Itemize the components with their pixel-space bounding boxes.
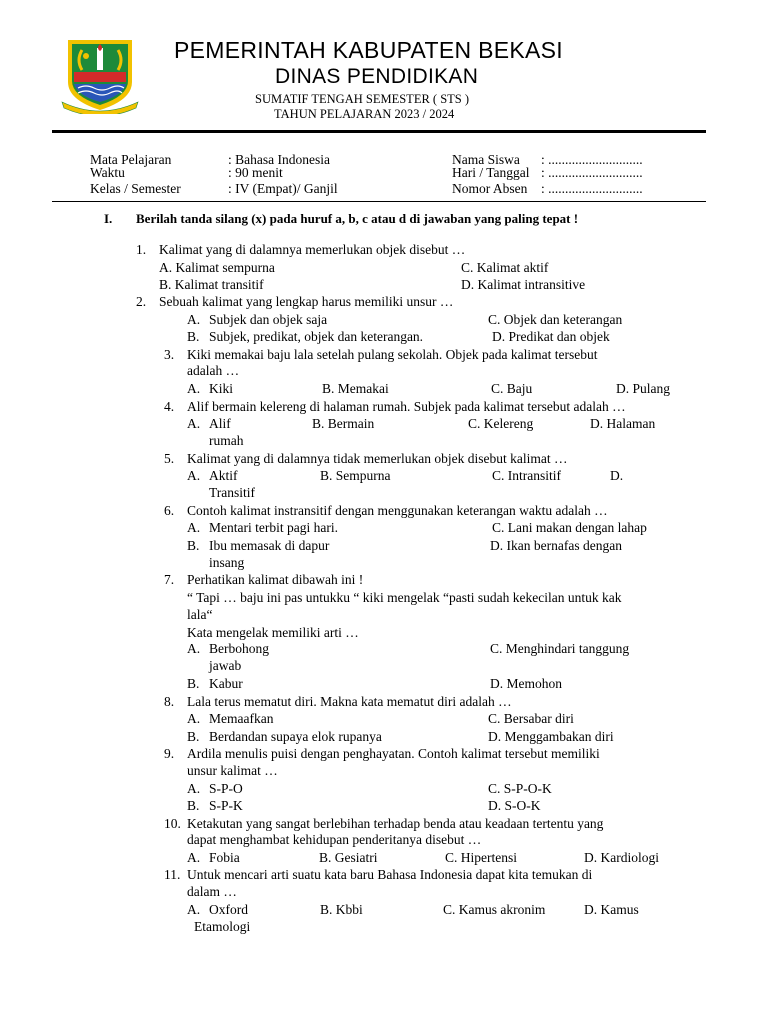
question-5-letter-a: A. [187, 468, 201, 483]
question-6-text: Contoh kalimat instransitif dengan menggunakan keterangan waktu adalah … [187, 503, 608, 518]
question-4-option-c: C. Kelereng [468, 416, 534, 431]
question-3-number: 3. [164, 347, 175, 362]
question-8-text: Lala terus mematut diri. Makna kata mematut diri adalah … [187, 694, 512, 709]
question-4-letter-a: A. [187, 416, 201, 431]
question-3-text-line1: Kiki memakai baju lala setelah pulang sekolah. Objek pada kalimat tersebut [187, 347, 598, 362]
question-7-text-line3: lala“ [187, 607, 213, 622]
question-9-letter-b: B. [187, 798, 200, 813]
question-3-option-c: C. Baju [491, 381, 533, 396]
section-instruction: Berilah tanda silang (x) pada huruf a, b, c atau d di jawaban yang paling tepat ! [136, 211, 579, 226]
question-2-letter-a: A. [187, 312, 201, 327]
question-9-option-a: S-P-O [209, 781, 243, 796]
question-10-option-d: D. Kardiologi [584, 850, 659, 865]
question-10-number: 10. [164, 816, 181, 831]
question-6-option-c: C. Lani makan dengan lahap [492, 520, 647, 535]
header-exam-name: SUMATIF TENGAH SEMESTER ( STS ) [255, 92, 470, 106]
question-1-option-a: A. Kalimat sempurna [159, 260, 275, 275]
question-8-option-b: Berdandan supaya elok rupanya [209, 729, 382, 744]
question-9-letter-a: A. [187, 781, 201, 796]
question-6-option-a: Mentari terbit pagi hari. [209, 520, 338, 535]
question-9-text-line2: unsur kalimat … [187, 763, 278, 778]
question-1-text: Kalimat yang di dalamnya memerlukan objek disebut … [159, 242, 466, 257]
question-7-letter-a: A. [187, 641, 201, 656]
question-4-option-b: B. Bermain [312, 416, 375, 431]
question-10-option-a: Fobia [209, 850, 240, 865]
info-value-time: : 90 menit [228, 165, 283, 180]
question-5-option-d-line1: D. [610, 468, 624, 483]
question-4-number: 4. [164, 399, 175, 414]
question-8-letter-b: B. [187, 729, 200, 744]
question-6-letter-b: B. [187, 538, 200, 553]
question-10-option-b: B. Gesiatri [319, 850, 378, 865]
question-10-text-line2: dapat menghambat kehidupan penderitanya disebut … [187, 832, 482, 847]
question-8-option-c: C. Bersabar diri [488, 711, 574, 726]
question-4-option-a: Alif [209, 416, 231, 431]
header-academic-year: TAHUN PELAJARAN 2023 / 2024 [274, 107, 455, 121]
question-7-letter-b: B. [187, 676, 200, 691]
question-5-number: 5. [164, 451, 175, 466]
question-1-option-b: B. Kalimat transitif [159, 277, 264, 292]
question-3-option-d: D. Pulang [616, 381, 670, 396]
question-1-option-d: D. Kalimat intransitive [461, 277, 586, 292]
question-9-option-c: C. S-P-O-K [488, 781, 552, 796]
question-3-option-a: Kiki [209, 381, 234, 396]
question-11-option-c: C. Kamus akronim [443, 902, 546, 917]
question-11-option-b: B. Kbbi [320, 902, 363, 917]
question-5-option-c: C. Intransitif [492, 468, 561, 483]
question-11-text-line2: dalam … [187, 884, 237, 899]
header-divider [52, 130, 706, 133]
question-2-option-b: Subjek, predikat, objek dan keterangan. [209, 329, 424, 344]
question-3-option-b: B. Memakai [322, 381, 389, 396]
question-5-option-a: Aktif [209, 468, 238, 483]
question-3-letter-a: A. [187, 381, 201, 396]
question-2-text: Sebuah kalimat yang lengkap harus memiliki unsur … [159, 294, 454, 309]
question-7-number: 7. [164, 572, 175, 587]
question-7-option-c-line1: C. Menghindari tanggung [490, 641, 630, 656]
info-value-absence-number: : ............................ [541, 181, 643, 196]
question-11-option-d-line2: Etamologi [194, 919, 251, 934]
question-5-text: Kalimat yang di dalamnya tidak memerlukan objek disebut kalimat … [187, 451, 568, 466]
question-6-option-d-line1: D. Ikan bernafas dengan [490, 538, 622, 553]
question-11-number: 11. [164, 867, 181, 882]
question-2-option-d: D. Predikat dan objek [492, 329, 610, 344]
info-value-student-name: : ............................ [541, 152, 643, 167]
header-department-title: DINAS PENDIDIKAN [275, 65, 479, 88]
question-7-text-line1: Perhatikan kalimat dibawah ini ! [187, 572, 364, 587]
question-5-option-b: B. Sempurna [320, 468, 391, 483]
question-10-option-c: C. Hipertensi [445, 850, 517, 865]
question-7-option-d: D. Memohon [490, 676, 562, 691]
question-1-option-c: C. Kalimat aktif [461, 260, 549, 275]
question-5-option-d-line2: Transitif [209, 485, 256, 500]
question-11-text-line1: Untuk mencari arti suatu kata baru Bahasa Indonesia dapat kita temukan di [187, 867, 593, 882]
header-government-title: PEMERINTAH KABUPATEN BEKASI [174, 37, 563, 63]
info-value-date: : ............................ [541, 165, 643, 180]
question-1-number: 1. [136, 242, 147, 257]
question-4-option-d-line2: rumah [209, 433, 244, 448]
question-11-letter-a: A. [187, 902, 201, 917]
question-10-letter-a: A. [187, 850, 201, 865]
question-10-text-line1: Ketakutan yang sangat berlebihan terhadap benda atau keadaan tertentu yang [187, 816, 604, 831]
question-7-text-line2: “ Tapi … baju ini pas untukku “ kiki mengelak “pasti sudah kekecilan untuk kak [187, 590, 622, 605]
question-3-text-line2: adalah … [187, 363, 240, 378]
info-divider [52, 201, 706, 202]
question-4-text: Alif bermain kelereng di halaman rumah. Subjek pada kalimat tersebut adalah … [187, 399, 626, 414]
question-6-option-b: Ibu memasak di dapur [209, 538, 330, 553]
question-11-option-d-line1: D. Kamus [584, 902, 639, 917]
question-6-option-d-line2: insang [209, 555, 245, 570]
section-numeral: I. [104, 211, 113, 226]
question-9-option-b: S-P-K [209, 798, 243, 813]
info-label-date: Hari / Tanggal [452, 165, 530, 180]
info-label-time: Waktu [90, 165, 125, 180]
question-9-option-d: D. S-O-K [488, 798, 541, 813]
info-label-class: Kelas / Semester [90, 181, 181, 196]
question-2-letter-b: B. [187, 329, 200, 344]
info-label-absence-number: Nomor Absen [452, 181, 528, 196]
question-11-option-a: Oxford [209, 902, 248, 917]
question-2-number: 2. [136, 294, 147, 309]
question-7-option-c-line2: jawab [209, 658, 242, 673]
question-7-text-line4: Kata mengelak memiliki arti … [187, 625, 359, 640]
question-7-option-a: Berbohong [209, 641, 269, 656]
question-7-option-b: Kabur [209, 676, 243, 691]
question-9-text-line1: Ardila menulis puisi dengan penghayatan. Contoh kalimat tersebut memiliki [187, 746, 600, 761]
info-value-class: : IV (Empat)/ Ganjil [228, 181, 338, 196]
question-9-number: 9. [164, 746, 175, 761]
question-8-option-a: Memaafkan [209, 711, 274, 726]
question-8-option-d: D. Menggambakan diri [488, 729, 614, 744]
question-8-number: 8. [164, 694, 175, 709]
question-6-number: 6. [164, 503, 175, 518]
info-label-subject: Mata Pelajaran [90, 152, 172, 167]
info-label-student-name: Nama Siswa [452, 152, 520, 167]
question-2-option-a: Subjek dan objek saja [209, 312, 328, 327]
question-8-letter-a: A. [187, 711, 201, 726]
info-value-subject: : Bahasa Indonesia [228, 152, 330, 167]
question-2-option-c: C. Objek dan keterangan [488, 312, 623, 327]
question-4-option-d-line1: D. Halaman [590, 416, 656, 431]
bekasi-coat-of-arms-logo [60, 38, 140, 114]
question-6-letter-a: A. [187, 520, 201, 535]
